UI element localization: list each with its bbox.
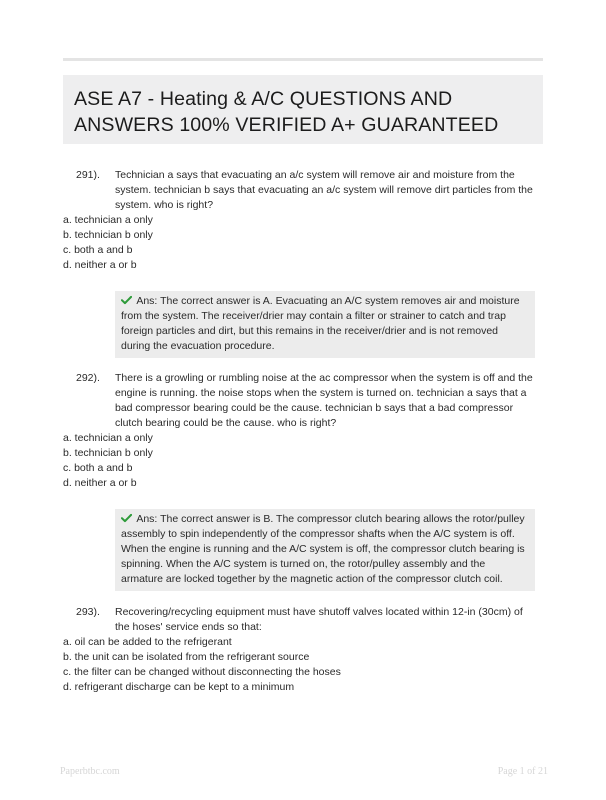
answer-prefix: Ans: <box>136 295 158 307</box>
footer-site: Paperbtbc.com <box>60 766 120 777</box>
answer-box <box>115 291 535 358</box>
question-text: Technician a says that evacuating an a/c system will remove air and moisture from the system. technician b says that evacuating an a/c system will remove dirt particles from the system. who is right? <box>115 169 533 211</box>
question-number: 291). <box>76 169 100 181</box>
page-title: ASE A7 - Heating & A/C QUESTIONS AND ANSWERS 100% VERIFIED A+ GUARANTEED <box>74 88 499 136</box>
option-c: c. both a and b <box>63 244 133 256</box>
answer-box <box>115 509 535 591</box>
question-291 <box>63 168 543 358</box>
option-a: a. oil can be added to the refrigerant <box>63 636 232 648</box>
option-d: d. neither a or b <box>63 477 137 489</box>
option-d: d. neither a or b <box>63 259 137 271</box>
option-b: b. the unit can be isolated from the refrigerant source <box>63 651 310 663</box>
options-list <box>63 431 483 491</box>
option-b: b. technician b only <box>63 229 153 241</box>
answer-prefix: Ans: <box>136 513 158 525</box>
option-a: a. technician a only <box>63 214 153 226</box>
options-list <box>63 635 483 695</box>
question-text: There is a growling or rumbling noise at the ac compressor when the system is off and the engine is running. the noise stops when the system is turned on. technician a says that a bad compressor bearing could be the cause. technician b says that a bad compressor clutch bearing could be the cause. who is right? <box>115 372 533 429</box>
question-292 <box>63 371 543 591</box>
question-number: 293). <box>76 606 100 618</box>
answer-text: The correct answer is B. The compressor clutch bearing allows the rotor/pulley assembly to spin independently of the compressor shafts when the A/C system is off. When the engine is running and the A/C system is off, the compressor clutch bearing is spinning. When the A/C system is turned on, the rotor/pulley assembly and the armature are locked together by the magnetic action of the compressor clutch coil. <box>121 513 525 585</box>
question-text: Recovering/recycling equipment must have shutoff valves located within 12-in (30cm) of the hoses' service ends so that: <box>115 606 523 633</box>
options-list <box>63 213 483 273</box>
option-b: b. technician b only <box>63 447 153 459</box>
answer-text: The correct answer is A. Evacuating an A/C system removes air and moisture from the system. The receiver/drier may contain a filter or strainer to catch and trap foreign particles and dirt, but this remains in the receiver/drier and is not removed during the evacuation procedure. <box>121 295 520 352</box>
option-d: d. refrigerant discharge can be kept to a minimum <box>63 681 295 693</box>
question-number: 292). <box>76 372 100 384</box>
option-a: a. technician a only <box>63 432 153 444</box>
option-c: c. both a and b <box>63 462 133 474</box>
checkmark-icon <box>121 295 132 305</box>
title-banner <box>63 75 543 144</box>
option-c: c. the filter can be changed without disconnecting the hoses <box>63 666 341 678</box>
question-293 <box>63 605 543 695</box>
top-divider <box>63 58 543 61</box>
page-number: Page 1 of 21 <box>497 766 548 777</box>
checkmark-icon <box>121 513 132 523</box>
